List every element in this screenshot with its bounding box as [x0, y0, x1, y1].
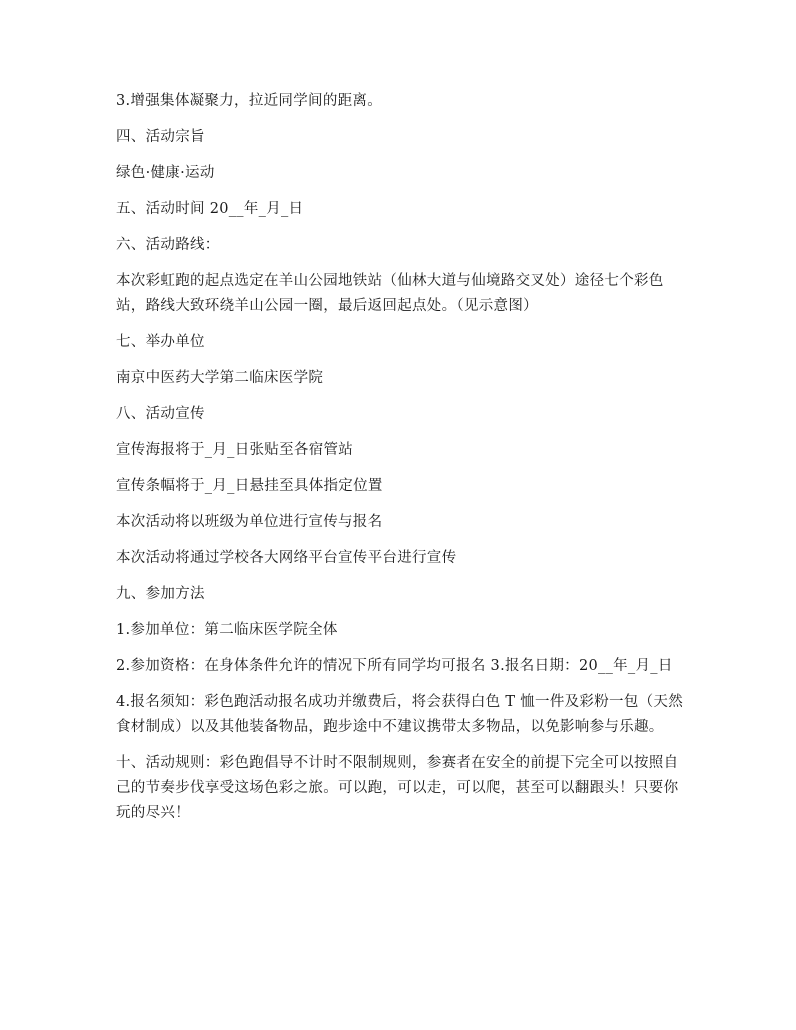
publicity-item: 宣传条幅将于_月_日悬挂至具体指定位置: [116, 478, 383, 494]
section-heading-rules: 十、活动规则：彩色跑倡导不计时不限制规则，参赛者在安全的前提下完全可以按照自己的节奏步伐享受这场色彩之旅。可以跑，可以走，可以爬，甚至可以翻跟头！只要你玩的尽兴！: [116, 755, 679, 821]
publicity-item: 本次活动将通过学校各大网络平台宣传平台进行宣传: [116, 550, 457, 566]
section-heading-organizer: 七、举办单位: [116, 334, 205, 350]
section-heading-route: 六、活动路线：: [116, 237, 220, 253]
list-item-goal-3: 3.增强集体凝聚力，拉近同学间的距离。: [116, 93, 383, 109]
publicity-item: 本次活动将以班级为单位进行宣传与报名: [116, 514, 383, 530]
section-heading-participation: 九、参加方法: [116, 586, 205, 602]
publicity-item: 宣传海报将于_月_日张贴至各宿管站: [116, 442, 354, 458]
route-description: 本次彩虹跑的起点选定在羊山公园地铁站（仙林大道与仙境路交叉处）途径七个彩色站，路线大致环绕羊山公园一圈，最后返回起点处。（见示意图）: [116, 273, 664, 314]
purpose-text: 绿色·健康·运动: [116, 165, 215, 181]
document-page: [116, 89, 691, 837]
section-heading-publicity: 八、活动宣传: [116, 406, 205, 422]
participation-item: 2.参加资格：在身体条件允许的情况下所有同学均可报名 3.报名日期：20__年_月_日: [116, 658, 673, 674]
organizer-text: 南京中医药大学第二临床医学院: [116, 370, 324, 386]
participation-item: 1.参加单位：第二临床医学院全体: [116, 622, 338, 638]
participation-item: 4.报名须知：彩色跑活动报名成功并缴费后，将会获得白色 T 恤一件及彩粉一包（天然食材制成）以及其他装备物品，跑步途中不建议携带太多物品，以免影响参与乐趣。: [116, 694, 684, 735]
section-heading-purpose: 四、活动宗旨: [116, 129, 205, 145]
section-heading-time: 五、活动时间 20__年_月_日: [116, 201, 304, 217]
